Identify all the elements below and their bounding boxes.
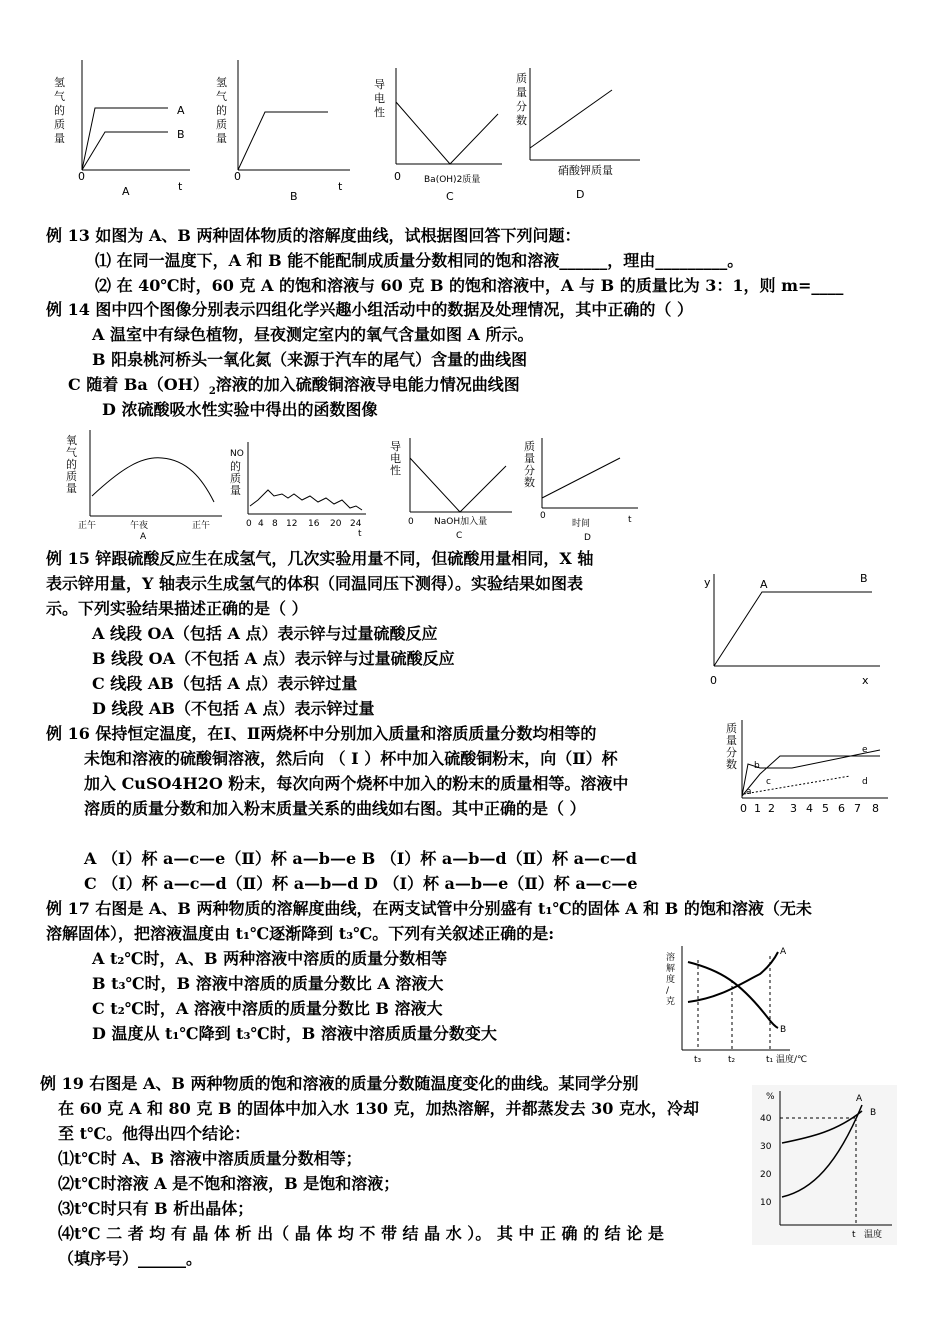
svg-text:的: 的 xyxy=(230,460,241,473)
caption: D xyxy=(576,188,585,201)
svg-text:分: 分 xyxy=(726,746,737,759)
ex16-options-2: C （Ⅰ）杯 a—c—d（Ⅱ）杯 a—b—d D （Ⅰ）杯 a—b—e（Ⅱ）杯 a—c—e xyxy=(84,874,638,893)
svg-text:分: 分 xyxy=(524,464,535,477)
svg-text:0: 0 xyxy=(246,519,252,529)
svg-text:0: 0 xyxy=(78,170,85,183)
svg-text:20: 20 xyxy=(330,519,342,529)
ex19-conclusion-5: （填序号）______。 xyxy=(58,1249,203,1268)
svg-text:A: A xyxy=(140,532,147,542)
ex15-figure xyxy=(700,570,890,690)
caption: A xyxy=(122,185,130,198)
svg-text:8: 8 xyxy=(272,519,278,529)
ex14-opt-a: A 温室中有绿色植物，昼夜测定室内的氧气含量如图 A 所示。 xyxy=(92,325,534,344)
ex15-opt-d: D 线段 AB（不包括 A 点）表示锌过量 xyxy=(92,699,375,718)
ex19-line1: 例 19 右图是 A、B 两种物质的饱和溶液的质量分数随温度变化的曲线。某同学分别 xyxy=(40,1074,639,1093)
fig-row2-a xyxy=(62,428,232,543)
svg-text:8: 8 xyxy=(872,802,879,815)
svg-text:C: C xyxy=(456,531,463,541)
svg-text:0: 0 xyxy=(394,170,401,183)
ex14-title: 例 14 图中四个图像分别表示四组化学兴趣小组活动中的数据及处理情况，其中正确的（ ） xyxy=(46,300,693,319)
svg-text:1: 1 xyxy=(754,802,761,815)
curve-label: A xyxy=(177,104,185,117)
ex19-conclusion-3: ⑶t℃时只有 B 析出晶体； xyxy=(58,1199,254,1218)
svg-text:氧: 氧 xyxy=(66,434,77,447)
svg-text:正午: 正午 xyxy=(192,521,211,531)
ex17-opt-a: A t₂℃时，A、B 两种溶液中溶质的质量分数相等 xyxy=(92,949,448,968)
svg-text:t: t xyxy=(852,1230,856,1240)
svg-text:d: d xyxy=(862,777,868,787)
svg-text:分: 分 xyxy=(516,100,527,113)
svg-text:电: 电 xyxy=(374,92,385,105)
svg-text:4: 4 xyxy=(258,519,264,529)
svg-text:20: 20 xyxy=(760,1170,772,1180)
svg-text:电: 电 xyxy=(390,452,401,465)
svg-text:A: A xyxy=(780,947,787,957)
svg-text:4: 4 xyxy=(806,802,813,815)
svg-text:克: 克 xyxy=(666,997,676,1007)
ex14-opt-d: D 浓硫酸吸水性实验中得出的函数图像 xyxy=(102,400,378,419)
fig-row2-c xyxy=(388,436,518,544)
svg-text:量: 量 xyxy=(66,482,77,495)
ex15-line1: 例 15 锌跟硫酸反应生在成氢气，几次实验用量不同，但硫酸用量相同，X 轴 xyxy=(46,549,594,568)
svg-text:t₃: t₃ xyxy=(694,1055,702,1065)
svg-text:解: 解 xyxy=(666,964,676,974)
svg-text:t: t xyxy=(338,180,343,193)
svg-text:b: b xyxy=(754,761,760,771)
ex16-line3: 加入 CuSO4H2O 粉末，每次向两个烧杯中加入的粉末的质量相等。溶液中 xyxy=(84,774,629,793)
svg-text:x: x xyxy=(862,674,869,687)
svg-text:温度: 温度 xyxy=(864,1230,883,1240)
svg-text:B: B xyxy=(860,572,868,585)
svg-text:A: A xyxy=(856,1094,863,1104)
ex17-opt-d: D 温度从 t₁℃降到 t₃℃时，B 溶液中溶质质量分数变大 xyxy=(92,1024,497,1043)
svg-text:质: 质 xyxy=(524,440,535,453)
svg-text:NO: NO xyxy=(230,449,244,459)
svg-text:量: 量 xyxy=(524,452,535,465)
svg-text:/: / xyxy=(666,986,670,996)
svg-text:e: e xyxy=(862,745,868,755)
svg-text:t: t xyxy=(178,180,183,193)
svg-text:量: 量 xyxy=(726,734,737,747)
ex14-opt-c: C 随着 $Ba(OH)_2$溶液的加入硫酸铜溶液导电能力情况曲线图 xyxy=(68,375,520,398)
svg-text:性: 性 xyxy=(374,106,385,119)
svg-text:%: % xyxy=(766,1092,775,1102)
fig-row2-d xyxy=(520,436,650,544)
ex16-options-1: A （Ⅰ）杯 a—c—e（Ⅱ）杯 a—b—e B （Ⅰ）杯 a—b—d（Ⅱ）杯 a—c—d xyxy=(84,849,637,868)
svg-text:质: 质 xyxy=(726,722,737,735)
ex16-line1: 例 16 保持恒定温度，在Ⅰ、Ⅱ两烧杯中分别加入质量和溶质质量分数均相等的 xyxy=(46,724,597,743)
svg-text:的: 的 xyxy=(216,104,227,117)
ex15-opt-b: B 线段 OA（不包括 A 点）表示锌与过量硫酸反应 xyxy=(92,649,455,668)
ex16-line2: 未饱和溶液的硫酸铜溶液，然后向 （ Ⅰ ）杯中加入硫酸铜粉末，向（Ⅱ）杯 xyxy=(84,749,618,768)
svg-text:12: 12 xyxy=(286,519,298,529)
svg-text:7: 7 xyxy=(854,802,861,815)
svg-text:0: 0 xyxy=(408,517,414,527)
svg-text:导: 导 xyxy=(374,78,385,91)
svg-text:D: D xyxy=(584,533,591,543)
fig-row2-b xyxy=(228,440,378,540)
svg-text:t: t xyxy=(358,529,362,539)
svg-text:量: 量 xyxy=(516,86,527,99)
svg-text:质: 质 xyxy=(230,472,241,485)
svg-text:6: 6 xyxy=(838,802,845,815)
fig-row1-b xyxy=(210,52,360,212)
svg-text:24: 24 xyxy=(350,519,362,529)
svg-text:溶: 溶 xyxy=(666,953,676,963)
svg-text:0: 0 xyxy=(540,511,546,521)
ex17-opt-c: C t₂℃时，A 溶液中溶质的质量分数比 B 溶液大 xyxy=(92,999,443,1018)
curve-label: B xyxy=(177,128,185,141)
svg-text:导: 导 xyxy=(390,440,401,453)
svg-text:y: y xyxy=(704,576,711,589)
svg-text:3: 3 xyxy=(790,802,797,815)
svg-text:NaOH加入量: NaOH加入量 xyxy=(434,517,488,527)
fig-row1-a-ylabel: 氢 xyxy=(54,76,65,89)
svg-text:2: 2 xyxy=(768,802,775,815)
svg-text:氢: 氢 xyxy=(216,76,227,89)
svg-text:0: 0 xyxy=(710,674,717,687)
svg-text:B: B xyxy=(780,1025,787,1035)
ex17-line1: 例 17 右图是 A、B 两种物质的溶解度曲线，在两支试管中分别盛有 t₁℃的固体 A 和 B 的饱和溶液（无未 xyxy=(46,899,812,918)
svg-text:B: B xyxy=(870,1108,877,1118)
caption: C xyxy=(446,190,454,203)
ex16-figure xyxy=(720,718,895,818)
svg-text:数: 数 xyxy=(726,758,737,771)
svg-text:性: 性 xyxy=(390,464,401,477)
svg-text:t: t xyxy=(628,515,632,525)
ex15-line2: 表示锌用量，Y 轴表示生成氢气的体积（同温同压下测得）。实验结果如图表 xyxy=(46,574,583,593)
svg-text:30: 30 xyxy=(760,1142,772,1152)
ex19-conclusion-2: ⑵t℃时溶液 A 是不饱和溶液，B 是饱和溶液； xyxy=(58,1174,400,1193)
fig-row1-c xyxy=(370,62,510,212)
svg-text:质: 质 xyxy=(516,72,527,85)
caption: B xyxy=(290,190,298,203)
ex15-opt-a: A 线段 OA（包括 A 点）表示锌与过量硫酸反应 xyxy=(92,624,438,643)
ex17-figure xyxy=(660,940,810,1070)
ex14-opt-b: B 阳泉桃河桥头一氧化氮（来源于汽车的尾气）含量的曲线图 xyxy=(92,350,528,369)
svg-text:40: 40 xyxy=(760,1114,772,1124)
svg-text:数: 数 xyxy=(516,114,527,127)
ex19-figure xyxy=(752,1085,897,1245)
fig-row1-a xyxy=(50,52,200,212)
svg-text:量: 量 xyxy=(54,132,65,145)
ex15-line3: 示。下列实验结果描述正确的是（ ） xyxy=(46,599,308,618)
svg-text:正午: 正午 xyxy=(78,521,97,531)
svg-text:的: 的 xyxy=(66,458,77,471)
svg-text:0: 0 xyxy=(234,170,241,183)
svg-text:质: 质 xyxy=(216,118,227,131)
ex16-line4: 溶质的质量分数和加入粉末质量关系的曲线如右图。其中正确的是（ ） xyxy=(84,799,586,818)
ex17-opt-b: B t₃℃时，B 溶液中溶质的质量分数比 A 溶液大 xyxy=(92,974,444,993)
svg-text:气: 气 xyxy=(54,90,65,103)
ex19-line3: 至 t℃。他得出四个结论： xyxy=(58,1124,251,1143)
svg-text:A: A xyxy=(760,578,768,591)
svg-text:硝酸钾质量: 硝酸钾质量 xyxy=(558,164,613,177)
svg-text:质: 质 xyxy=(54,118,65,131)
ex13-q1: ⑴ 在同一温度下，A 和 B 能不能配制成质量分数相同的饱和溶液______，理由_________。 xyxy=(95,251,744,270)
svg-text:t₁: t₁ xyxy=(766,1055,774,1065)
svg-text:度: 度 xyxy=(666,975,676,985)
svg-text:气: 气 xyxy=(66,446,77,459)
svg-text:t₂: t₂ xyxy=(728,1055,736,1065)
svg-text:时间: 时间 xyxy=(572,519,591,529)
svg-text:c: c xyxy=(766,777,771,787)
svg-text:10: 10 xyxy=(760,1198,772,1208)
svg-text:午夜: 午夜 xyxy=(130,521,149,531)
svg-text:质: 质 xyxy=(66,470,77,483)
svg-text:0: 0 xyxy=(740,802,747,815)
svg-text:Ba(OH)2质量: Ba(OH)2质量 xyxy=(424,175,481,185)
svg-text:a: a xyxy=(746,787,752,797)
fig-row1-d xyxy=(510,62,650,212)
svg-text:16: 16 xyxy=(308,519,320,529)
svg-text:量: 量 xyxy=(216,132,227,145)
svg-text:量: 量 xyxy=(230,484,241,497)
ex17-line2: 溶解固体），把溶液温度由 t₁℃逐渐降到 t₃℃。下列有关叙述正确的是: xyxy=(46,924,555,943)
ex15-opt-c: C 线段 AB（包括 A 点）表示锌过量 xyxy=(92,674,358,693)
ex19-conclusion-4: ⑷t℃ 二 者 均 有 晶 体 析 出（ 晶 体 均 不 带 结 晶 水 ）。 其 中 正 确 的 结 论 是 xyxy=(58,1224,664,1243)
ex13-title: 例 13 如图为 A、B 两种固体物质的溶解度曲线，试根据图回答下列问题： xyxy=(46,226,581,245)
svg-text:数: 数 xyxy=(524,476,535,489)
svg-text:气: 气 xyxy=(216,90,227,103)
ex19-conclusion-1: ⑴t℃时 A、B 溶液中溶质质量分数相等； xyxy=(58,1149,362,1168)
svg-text:温度/℃: 温度/℃ xyxy=(776,1055,808,1065)
svg-text:的: 的 xyxy=(54,104,65,117)
ex19-line2: 在 60 克 A 和 80 克 B 的固体中加入水 130 克，加热溶解，并都蒸发去 30 克水，冷却 xyxy=(58,1099,699,1118)
svg-text:5: 5 xyxy=(822,802,829,815)
ex13-q2: ⑵ 在 40℃时，60 克 A 的饱和溶液与 60 克 B 的饱和溶液中，A 与 B 的质量比为 3：1，则 m=____ xyxy=(95,276,844,295)
